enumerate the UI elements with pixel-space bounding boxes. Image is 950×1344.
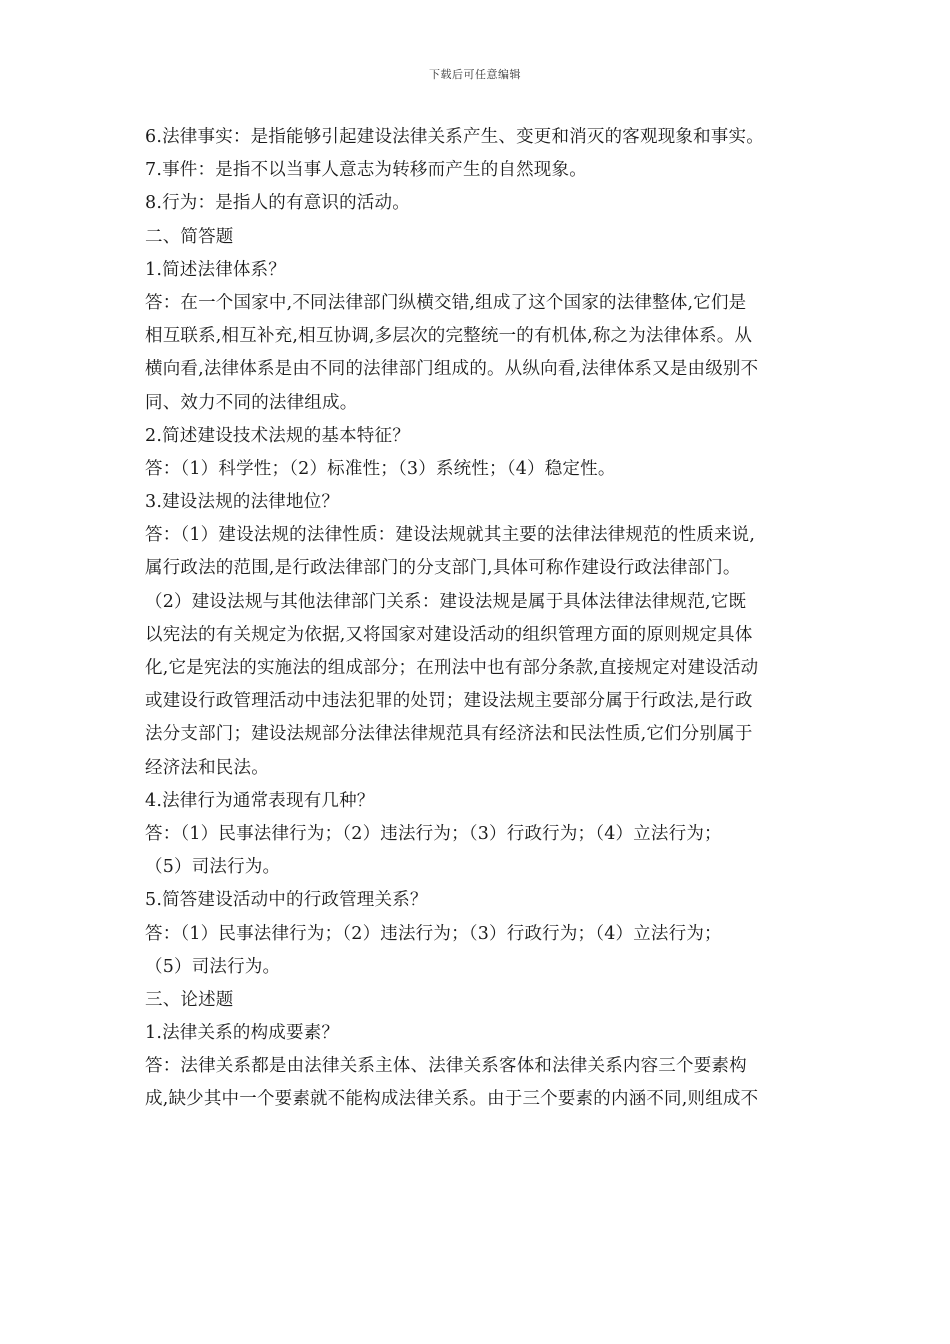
page-header: 下载后可任意编辑: [429, 68, 521, 81]
answer-line: 经济法和民法。: [145, 757, 269, 778]
answer-line: 答：法律关系都是由法律关系主体、法律关系客体和法律关系内容三个要素构: [145, 1056, 747, 1077]
answer-line: 答：（1）民事法律行为；（2）违法行为；（3）行政行为；（4）立法行为；: [145, 923, 722, 944]
question: 4.法律行为通常表现有几种？: [145, 790, 375, 811]
answer-line: 化,它是宪法的实施法的组成部分；在刑法中也有部分条款,直接规定对建设活动: [145, 658, 759, 678]
answer-line: 以宪法的有关规定为依据,又将国家对建设活动的组织管理方面的原则规定具体: [145, 624, 753, 645]
question: 5.简答建设活动中的行政管理关系？: [145, 890, 428, 911]
answer-line: 法分支部门；建设法规部分法律法律规范具有经济法和民法性质,它们分别属于: [145, 724, 753, 745]
document-body: [145, 121, 810, 1117]
section-heading: 二、简答题: [145, 226, 234, 247]
question: 1.简述法律体系？: [145, 259, 286, 280]
answer-line: （5）司法行为。: [145, 956, 281, 977]
answer-line: 横向看,法律体系是由不同的法律部门组成的。从纵向看,法律体系又是由级别不: [145, 359, 759, 380]
answer-line: （2）建设法规与其他法律部门关系：建设法规是属于具体法律法律规范,它既: [145, 591, 747, 612]
question: 3.建设法规的法律地位？: [145, 492, 340, 513]
section-heading: 三、论述题: [145, 989, 234, 1010]
answer-line: 或建设行政管理活动中违法犯罪的处罚；建设法规主要部分属于行政法,是行政: [145, 691, 753, 712]
answer-line: 答：在一个国家中,不同法律部门纵横交错,组成了这个国家的法律整体,它们是: [145, 292, 747, 313]
answer-line: 成,缺少其中一个要素就不能构成法律关系。由于三个要素的内涵不同,则组成不: [145, 1089, 759, 1110]
answer-line: 答：（1）民事法律行为；（2）违法行为；（3）行政行为；（4）立法行为；: [145, 823, 722, 844]
question: 2.简述建设技术法规的基本特征？: [145, 425, 410, 446]
answer-line: 答：（1）科学性；（2）标准性；（3）系统性；（4）稳定性。: [145, 458, 616, 479]
answer-line: 属行政法的范围,是行政法律部门的分支部门,具体可称作建设行政法律部门。: [145, 558, 741, 579]
question: 1.法律关系的构成要素？: [145, 1023, 340, 1044]
answer-line: 答：（1）建设法规的法律性质：建设法规就其主要的法律法律规范的性质来说,: [145, 525, 756, 546]
answer-line: （5）司法行为。: [145, 857, 281, 878]
text-line: 6.法律事实：是指能够引起建设法律关系产生、变更和消灭的客观现象和事实。: [145, 127, 764, 147]
text-line: 7.事件：是指不以当事人意志为转移而产生的自然现象。: [145, 160, 587, 181]
answer-line: 相互联系,相互补充,相互协调,多层次的完整统一的有机体,称之为法律体系。从: [145, 326, 753, 347]
text-line: 8.行为：是指人的有意识的活动。: [145, 193, 410, 214]
answer-line: 同、效力不同的法律组成。: [145, 392, 358, 413]
